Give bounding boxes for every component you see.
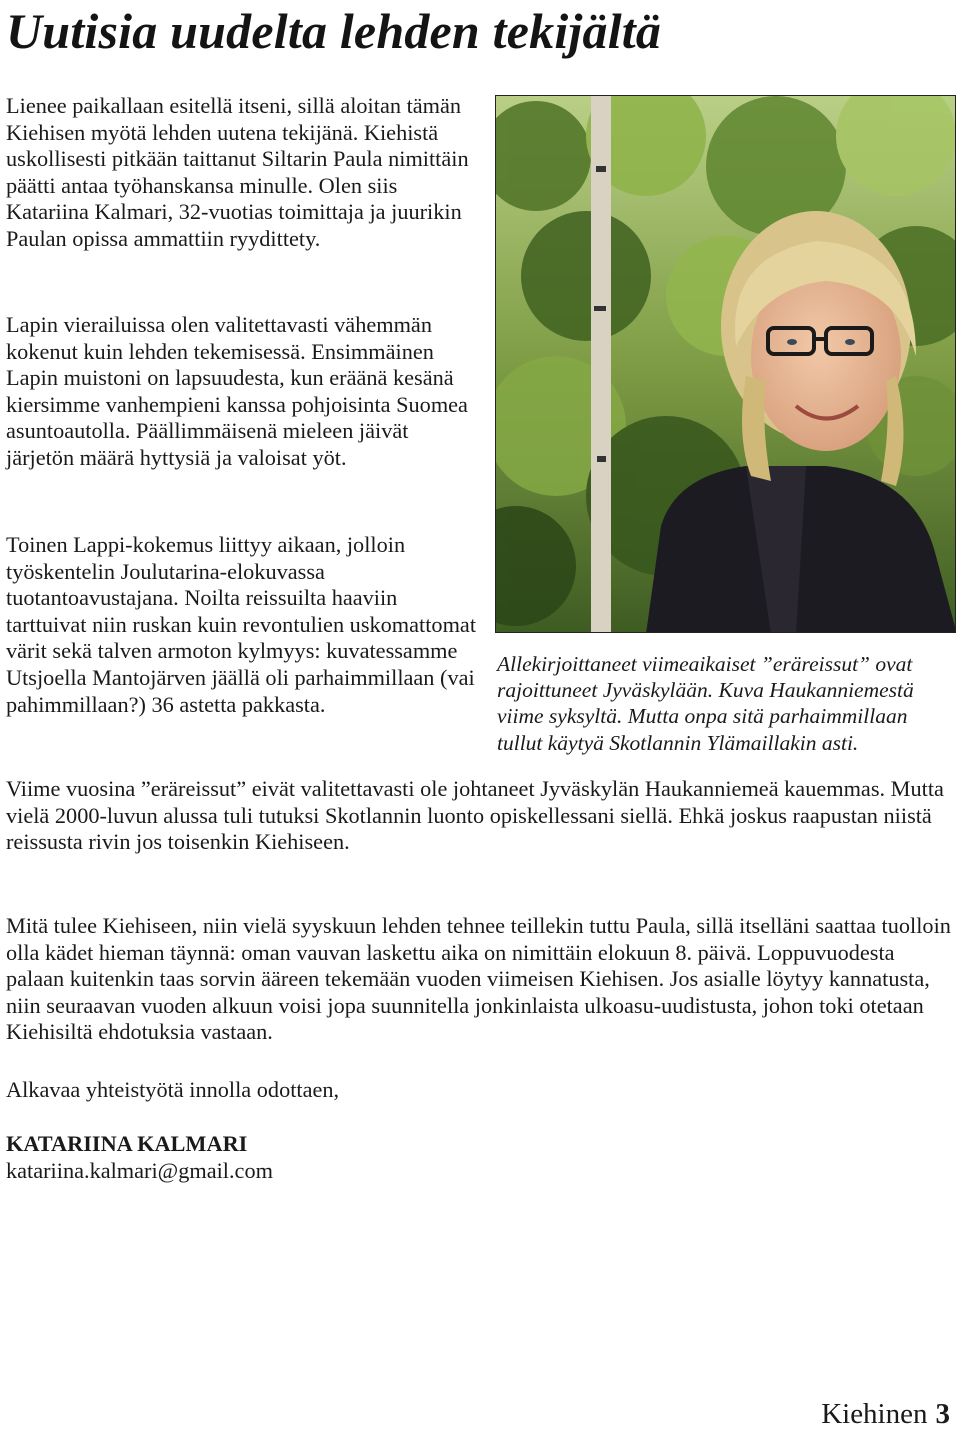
author-photo — [495, 95, 956, 633]
publication-name: Kiehinen — [821, 1398, 928, 1430]
author-name: KATARIINA KALMARI — [6, 1131, 248, 1156]
article-paragraph-4: Viime vuosina ”eräreissut” eivät valitettavasti ole johtaneet Jyväskylän Haukanniemeä kauemmas. Mutta vielä 2000-luvun alussa tuli tutuksi Skotlannin luonto opiskellessani siellä. Ehkä joskus raapustan niistä reissusta rivin jos toisenkin Kiehiseen. — [6, 776, 944, 855]
article-closing: Alkavaa yhteistyötä innolla odottaen, — [6, 1077, 340, 1102]
photo-caption: Allekirjoittaneet viimeaikaiset ”eräreissut” ovat rajoittuneet Jyväskylään. Kuva Haukanniemestä viime syksyltä. Mutta onpa sitä parhaimmillaan tullut käytyä Skotlannin Ylämaillakin asti. — [497, 652, 914, 755]
page-footer — [821, 1398, 950, 1430]
article-title: Uutisia uudelta lehden tekijältä — [6, 3, 662, 59]
article-paragraph-3: Toinen Lappi-kokemus liittyy aikaan, jolloin työskentelin Joulutarina-elokuvassa tuotantoavustajana. Noilta reissuilta haaviin tarttuivat niin ruskan kuin revontulien uskomattomat värit sekä talven armoton kylmyys: kuvatessamme Utsjoella Mantojärven jäällä oli parhaimmillaan (vai pahimmillaan?) 36 astetta pakkasta. — [6, 532, 477, 717]
article-paragraph-2: Lapin vierailuissa olen valitettavasti vähemmän kokenut kuin lehden tekemisessä. Ensimmäinen Lapin muistoni on lapsuudesta, kun eräänä kesänä kiersimme vanhempieni kanssa pohjoisinta Suomea asuntoautolla. Päällimmäisenä mieleen jäivät järjetön määrä hyttysiä ja valoisat yöt. — [6, 312, 468, 470]
author-email: katariina.kalmari@gmail.com — [6, 1158, 273, 1183]
article-paragraph-5: Mitä tulee Kiehiseen, niin vielä syyskuun lehden tehnee teillekin tuttu Paula, sillä itselläni saattaa tuolloin olla kädet hieman täynnä: oman vauvan laskettu aika on nimittäin elokuun 8. päivä. Loppuvuodesta palaan kuitenkin taas sorvin ääreen tekemään vuoden viimeisen Kiehisen. Jos asialle löytyy kannatusta, niin seuraavan vuoden alkuun voisi jopa suunnitella jonkinlaista ulkoasu-uudistusta, johon toki otetaan Kiehisiltä ehdotuksia vastaan. — [6, 913, 951, 1045]
article-paragraph-1: Lienee paikallaan esitellä itseni, sillä aloitan tämän Kiehisen myötä lehden uutena tekijänä. Kiehistä uskollisesti pitkään taittanut Siltarin Paula nimittäin päätti antaa työhanskansa minulle. Olen siis Katariina Kalmari, 32-vuotias toimittaja ja juurikin Paulan opissa ammattiin ryydittety. — [6, 93, 469, 251]
page-number: 3 — [935, 1398, 950, 1430]
